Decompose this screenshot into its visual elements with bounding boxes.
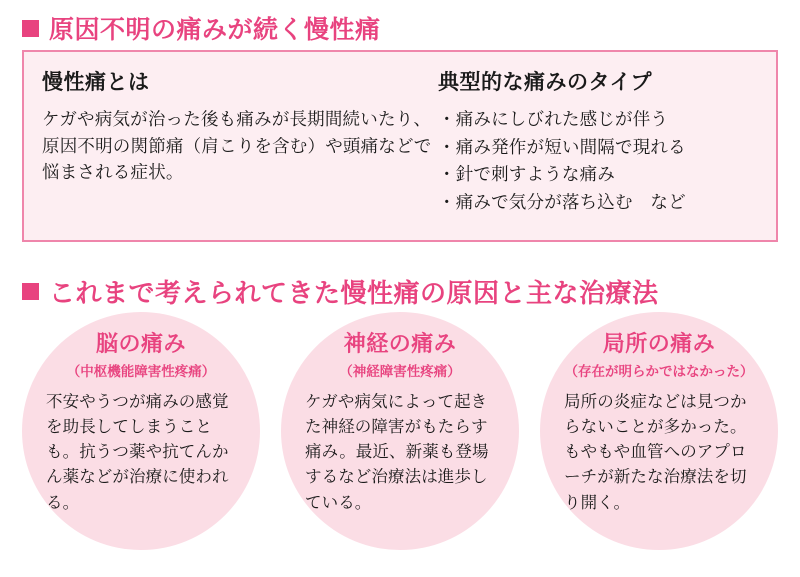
circle-subtitle: （存在が明らかではなかった） <box>564 364 754 380</box>
chronic-pain-definition-panel <box>22 50 778 242</box>
circle-nerve-pain <box>281 312 519 570</box>
list-item: ・痛みにしびれた感じが伴う <box>438 109 669 129</box>
pain-cause-circles <box>22 312 778 570</box>
circle-local-pain <box>540 312 778 570</box>
circle-body-text: 局所の炎症などは見つからないことが多かった。もやもや血管へのアプローチが新たな治療法を切り開く。 <box>564 393 747 512</box>
pain-types-title: 典型的な痛みのタイプ <box>438 71 652 94</box>
circle-title: 脳の痛み <box>95 331 186 356</box>
definition-title: 慢性痛とは <box>42 71 150 94</box>
section-2-heading <box>22 273 659 310</box>
list-item: ・痛みで気分が落ち込む など <box>438 191 686 212</box>
list-item: ・針で刺すような痛み <box>438 164 615 185</box>
definition-text: ケガや病気が治った後も痛みが長期間続いたり、原因不明の関節痛（肩こりを含む）や頭痛などで悩まされる症状。 <box>42 109 432 183</box>
circle-title: 局所の痛み <box>602 331 716 356</box>
list-item: ・痛み発作が短い間隔で現れる <box>438 136 686 157</box>
square-bullet-icon <box>22 20 39 37</box>
circle-body-text: ケガや病気によって起きた神経の障害がもたらす痛み。最近、新薬も登場するなど治療法は進歩している。 <box>305 393 489 512</box>
definition-column <box>42 66 432 230</box>
circle-title: 神経の痛み <box>343 331 457 356</box>
square-bullet-icon <box>22 283 39 300</box>
section-1-heading <box>22 10 381 46</box>
pain-types-list <box>438 106 758 217</box>
pain-types-column <box>432 66 758 230</box>
circle-subtitle: （神経障害性疼痛） <box>339 364 461 380</box>
circle-subtitle: （中枢機能障害性疼痛） <box>66 364 216 380</box>
circle-brain-pain <box>22 312 260 570</box>
section-2-title: これまで考えられてきた慢性痛の原因と主な治療法 <box>49 278 659 308</box>
section-1-title: 原因不明の痛みが続く慢性痛 <box>49 16 381 44</box>
circle-body-text: 不安やうつが痛みの感覚を助長してしまうことも。抗うつ薬や抗てんかん薬などが治療に使われる。 <box>46 393 229 512</box>
